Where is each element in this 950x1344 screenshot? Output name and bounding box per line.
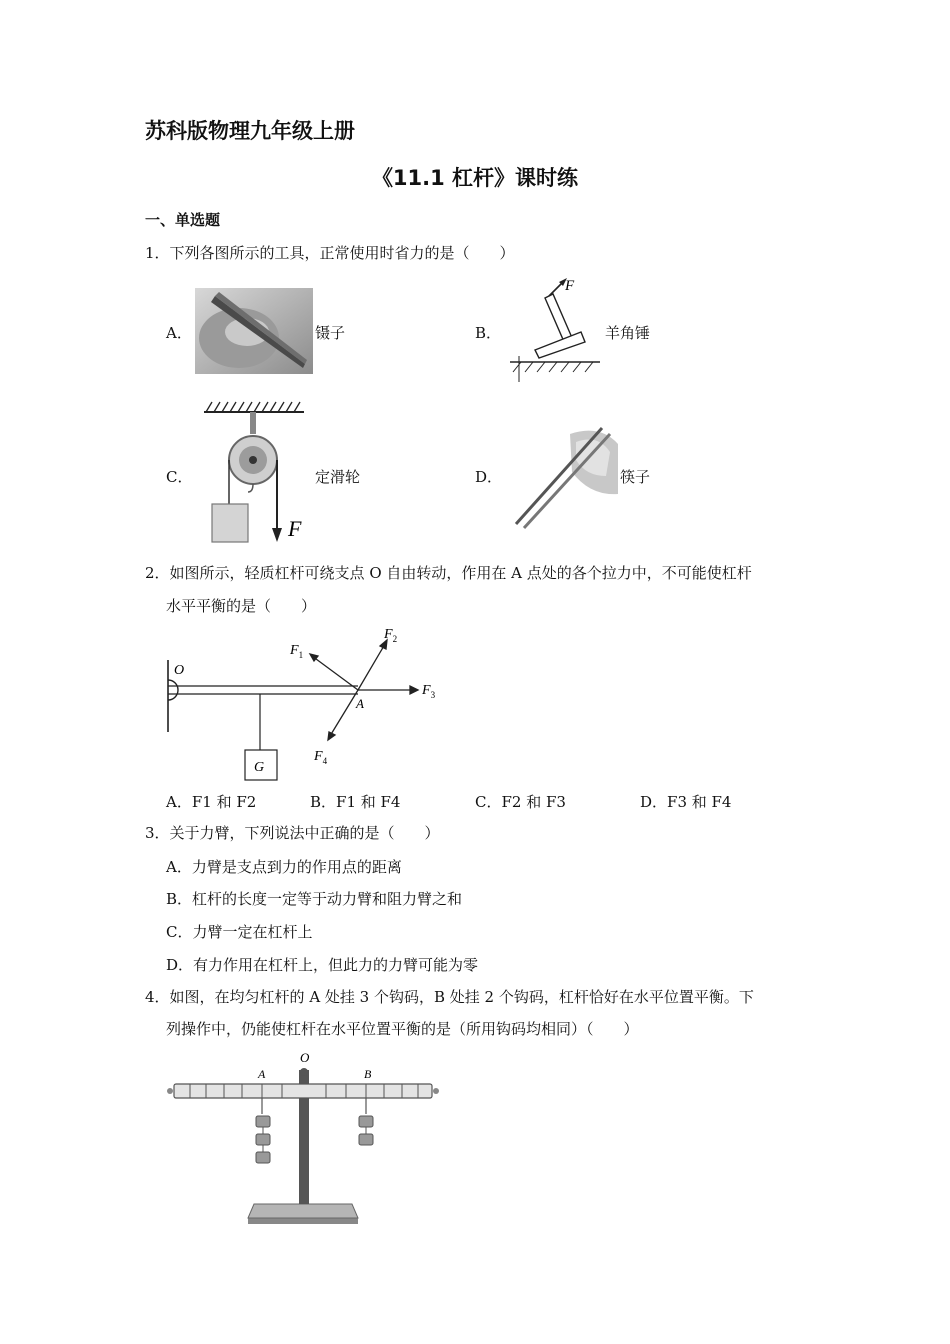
force-f2-label: $F_2$ <box>384 627 398 644</box>
balance-b-label: B <box>364 1067 372 1081</box>
q1-option-a-key[interactable]: A． <box>166 324 192 342</box>
lesson-title: 《11.1 杠杆》课时练 <box>371 166 579 190</box>
q3-stem-line <box>145 823 440 843</box>
section-heading: 一、单选题 <box>145 211 221 229</box>
q3-option-b[interactable]: B．杠杆的长度一定等于动力臂和阻力臂之和 <box>166 890 463 908</box>
pulley-force-label: F <box>288 516 302 541</box>
publisher-title: 苏科版物理九年级上册 <box>145 119 355 143</box>
q2-option-a[interactable]: A．F1 和 F2 <box>166 793 257 811</box>
q4-stem-line2: 列操作中，仍能使杠杆在水平位置平衡的是（所用钩码均相同）（ ） <box>166 1020 639 1038</box>
q3-option-d[interactable]: D．有力作用在杠杆上，但此力的力臂可能为零 <box>166 956 479 974</box>
balance-a-label: A <box>258 1067 266 1081</box>
q2-option-c[interactable]: C．F2 和 F3 <box>475 793 566 811</box>
tweezers-photo <box>195 288 313 374</box>
hammer-force-label: F <box>565 278 575 294</box>
q3-number: 3． <box>145 824 170 842</box>
q2-stem-text: 如图所示，轻质杠杆可绕支点 O 自由转动，作用在 A 点处的各个拉力中，不可能使杠杆 <box>169 564 752 582</box>
weight-label: G <box>254 760 265 775</box>
q1-option-a-caption: 镊子 <box>315 324 346 342</box>
q3-option-c[interactable]: C．力臂一定在杠杆上 <box>166 923 313 941</box>
balance-lever-diagram <box>166 1048 446 1226</box>
q3-option-a[interactable]: A．力臂是支点到力的作用点的距离 <box>166 858 402 876</box>
q2-stem-line2: 水平平衡的是（ ） <box>166 597 317 615</box>
q2-option-d[interactable]: D．F3 和 F4 <box>640 793 732 811</box>
force-f1-label: $F_1$ <box>290 643 304 660</box>
q4-stem-line1 <box>145 987 754 1007</box>
hooked-weights-a <box>256 1098 270 1163</box>
pivot-label: O <box>174 663 185 678</box>
q1-option-b-key[interactable]: B． <box>475 324 502 342</box>
q1-stem-line <box>145 243 515 263</box>
q1-option-d-key[interactable]: D． <box>475 468 503 486</box>
q1-number: 1． <box>145 244 170 262</box>
q1-option-c-key[interactable]: C． <box>166 468 193 486</box>
force-f3-label: $F_3$ <box>422 683 436 700</box>
q4-stem-text: 如图，在均匀杠杆的 A 处挂 3 个钩码，B 处挂 2 个钩码，杠杆恰好在水平位置平衡。下 <box>169 988 754 1006</box>
chopsticks-photo <box>510 424 620 530</box>
q4-number: 4． <box>145 988 170 1006</box>
q2-number: 2． <box>145 564 170 582</box>
q1-option-c-caption: 定滑轮 <box>315 468 361 486</box>
force-f4-label: $F_4$ <box>314 749 328 766</box>
point-a-label: A <box>356 696 364 711</box>
balance-pivot-label: O <box>300 1050 310 1065</box>
q3-stem: 关于力臂，下列说法中正确的是（ ） <box>169 824 440 842</box>
q2-stem-line1 <box>145 563 752 583</box>
q1-stem: 下列各图所示的工具，正常使用时省力的是（ ） <box>169 244 515 262</box>
q1-option-b-caption: 羊角锤 <box>605 324 651 342</box>
lever-force-diagram <box>160 622 450 784</box>
q2-option-b[interactable]: B．F1 和 F4 <box>310 793 401 811</box>
fixed-pulley-diagram <box>198 400 310 548</box>
hooked-weights-b <box>359 1098 373 1145</box>
claw-hammer-diagram <box>505 272 605 384</box>
q1-option-d-caption: 筷子 <box>620 468 651 486</box>
